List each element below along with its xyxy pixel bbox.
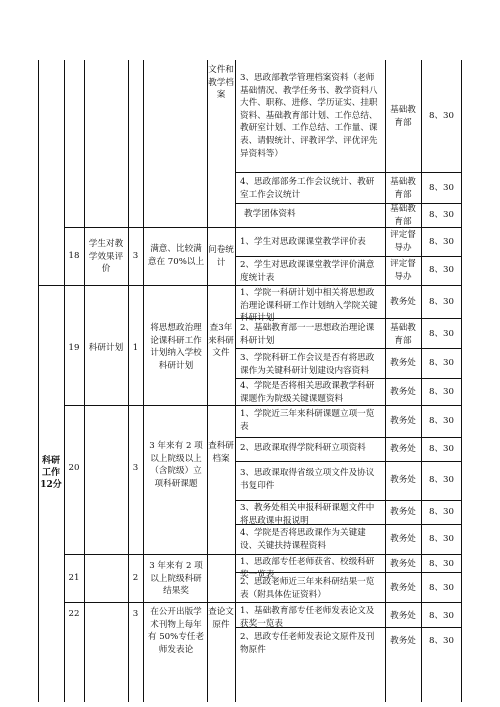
- col-line-0: [38, 60, 39, 702]
- row-line: [235, 500, 461, 501]
- row-score: 1: [132, 343, 139, 353]
- cell-content: 1、基础教育部专任老师发表论文及获奖一览表: [240, 606, 375, 629]
- cell-dept: 教务处: [390, 416, 416, 426]
- cell-time: 8、30: [429, 111, 454, 121]
- row-standard: 将思想政治理论课科研工作计划纳入学校科研计划: [150, 323, 202, 371]
- section-label: 科研工作12分: [40, 456, 62, 490]
- cell-dept: 教务处: [390, 534, 416, 544]
- cell-dept: 教务处: [390, 475, 416, 485]
- row-number: 19: [68, 343, 80, 353]
- cell-content: 2、思政专任老师发表论文原件及刊物原件: [240, 632, 375, 655]
- cell-content: 3、学院科研工作会议是否有将思政课作为关键科研计划建设内容资料: [240, 353, 375, 376]
- cell-dept: 教务处: [390, 611, 416, 621]
- cell-dept: 教务处: [390, 559, 416, 569]
- cell-dept: 教务处: [390, 583, 416, 593]
- cell-content: 1、学生对思政课课堂教学评价表: [240, 237, 366, 247]
- cell-dept: 基础教育部: [390, 105, 416, 128]
- cell-content: 4、思政部部务工作会议统计、教研室工作会议统计: [240, 177, 375, 200]
- cell-content: 2、思政老师近三年来科研结果一览表（附具体佐证资料）: [240, 577, 375, 600]
- row-standard: 在公开出版学术刊物上每年有 50%专任老师发表论: [147, 607, 205, 655]
- cell-dept: 教务处: [390, 444, 416, 454]
- row-number: 20: [68, 463, 80, 473]
- col-line-7: [385, 60, 386, 702]
- cell-time: 8、30: [429, 583, 454, 593]
- cell-content: 3、思政课取得省级立项文件及协议书复印件: [240, 468, 375, 491]
- row-item: 科研计划: [88, 343, 124, 353]
- row-line: [235, 256, 461, 257]
- row-score: 3: [132, 251, 139, 261]
- row-line: [235, 437, 461, 438]
- cell-content: 4、学院是否将思政课作为关键建设、关键扶持课程资料: [240, 528, 366, 551]
- row-line: [38, 285, 461, 286]
- cell-time: 8、30: [429, 534, 454, 544]
- row-line: [235, 461, 461, 462]
- cell-dept: 评定督导办: [390, 230, 416, 253]
- cell-content: 2、基础教育部一一思想政治理论课科研计划: [240, 323, 375, 346]
- cell-dept: 评定督导办: [390, 259, 416, 282]
- cell-time: 8、30: [429, 210, 454, 220]
- col-line-6: [235, 60, 236, 702]
- row-line: [235, 172, 461, 173]
- cell-content: 4、学院是否将相关思政课教学科研课题作为院级关键课题资料: [240, 381, 375, 404]
- cell-time: 8、30: [429, 329, 454, 339]
- row-method: 查科研档案: [208, 441, 234, 464]
- cell-content: 2、思政课取得学院科研立项资料: [240, 443, 366, 453]
- row-standard: 3 年来有 2 项以上院级科研结果奖: [149, 561, 203, 597]
- row-standard: 满意、比较满意在 70%以上: [147, 244, 205, 267]
- cell-dept: 教务处: [390, 297, 416, 307]
- cell-time: 8、30: [429, 265, 454, 275]
- cell-content: 1、思政部专任老师获省、校级科研奖一览表: [240, 557, 375, 580]
- cell-content: 1、学院一科研计划中相关将思想政治理论课科研工作计划纳入学院关键科研计划: [240, 288, 378, 324]
- row-line: [235, 348, 461, 349]
- col-line-2: [84, 60, 85, 702]
- row-standard: 3 年来有 2 项以上院级以上（含院级）立项科研课题: [149, 441, 203, 489]
- cell-dept: 教务处: [390, 507, 416, 517]
- cell-content: 2、学生对思政课课堂教学评价满意度统计表: [240, 260, 375, 283]
- col-line-8: [421, 60, 422, 702]
- cell-dept: 基础教育部: [390, 177, 416, 200]
- cell-content: 3、思政部教学管理档案资料（老师基础情况、教学任务书、教学资料八大件、职称、进修、学历证实、挂职资料、基础教育部计划、工作总结、教研室计划、工作总结、工作量、课表、请假统计、评教评学、评优评先异资料等）: [240, 73, 378, 159]
- row-number: 18: [68, 251, 80, 261]
- row-line: [235, 203, 461, 204]
- cell-time: 8、30: [429, 237, 454, 247]
- cell-time: 8、30: [429, 444, 454, 454]
- row-score: 3: [132, 463, 139, 473]
- cell-dept: 基础教育部: [390, 204, 416, 227]
- cell-time: 8、30: [429, 387, 454, 397]
- cell-time: 8、30: [429, 416, 454, 426]
- cell-time: 8、30: [429, 507, 454, 517]
- cell-dept: 教务处: [390, 358, 416, 368]
- row-line: [64, 602, 461, 603]
- cell-time: 8、30: [429, 358, 454, 368]
- cell-dept: 教务处: [390, 387, 416, 397]
- row-score: 2: [132, 573, 139, 583]
- cell-time: 8、30: [429, 475, 454, 485]
- cell-dept: 基础教育部: [390, 323, 416, 346]
- cell-time: 8、30: [429, 183, 454, 193]
- cell-content: 教学团体资料: [244, 209, 296, 219]
- row-method: 查3年来科研文件: [208, 323, 234, 359]
- row-method: 查论文原件: [208, 607, 234, 630]
- row-line: [64, 554, 461, 555]
- archive-label: 文件和教学档案: [208, 65, 234, 101]
- cell-dept: 教务处: [390, 636, 416, 646]
- col-line-9: [461, 60, 462, 702]
- row-method: 问卷统计: [208, 245, 234, 268]
- row-item: 学生对教学效果评价: [88, 239, 124, 275]
- cell-content: 3、教务处相关申报科研课题文件中将思政课申报说明: [240, 503, 375, 526]
- cell-time: 8、30: [429, 611, 454, 621]
- row-line: [235, 378, 461, 379]
- row-number: 21: [68, 573, 80, 583]
- col-line-3: [128, 60, 129, 702]
- cell-time: 8、30: [429, 559, 454, 569]
- cell-content: 1、学院近三年来科研课题立项一览表: [240, 409, 375, 432]
- col-line-1: [64, 60, 65, 702]
- row-number: 22: [68, 609, 80, 619]
- col-line-4: [143, 60, 144, 702]
- row-score: 3: [132, 609, 139, 619]
- cell-time: 8、30: [429, 297, 454, 307]
- cell-time: 8、30: [429, 636, 454, 646]
